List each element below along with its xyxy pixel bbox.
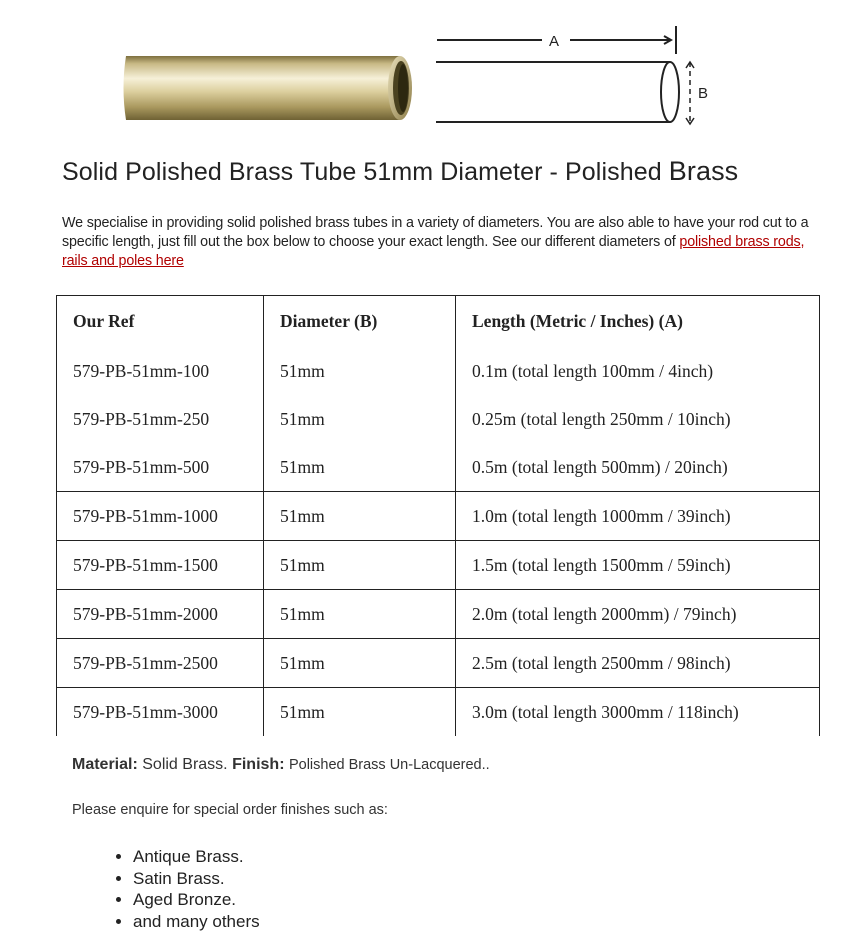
cell-diameter: 51mm [264,395,456,443]
spec-table [56,295,820,736]
cell-ref: 579-PB-51mm-2500 [57,639,264,688]
cell-ref: 579-PB-51mm-2000 [57,590,264,639]
list-item: • and many others [133,911,260,933]
table-header-row [57,296,820,348]
dimension-label-b: B [698,85,709,102]
cell-ref: 579-PB-51mm-100 [57,347,264,395]
product-title-end: Brass [668,156,739,186]
header-diameter: Diameter (B) [264,296,456,348]
cell-diameter: 51mm [264,347,456,395]
table-row [57,443,820,492]
cell-length: 1.0m (total length 1000mm / 39inch) [456,492,820,541]
header-length: Length (Metric / Inches) (A) [456,296,820,348]
product-title-main: Solid Polished Brass Tube 51mm Diameter - Polished [62,158,662,186]
cell-diameter: 51mm [264,443,456,492]
cell-ref: 579-PB-51mm-3000 [57,688,264,737]
cell-diameter: 51mm [264,492,456,541]
cell-length: 1.5m (total length 1500mm / 59inch) [456,541,820,590]
list-item: • Antique Brass. [133,846,260,868]
dimension-label-a: A [549,33,560,50]
list-item: • Aged Bronze. [133,889,260,911]
finish-label: Finish: [232,756,285,773]
cell-ref: 579-PB-51mm-250 [57,395,264,443]
finish-value: Polished Brass Un-Lacquered.. [288,757,490,773]
tube-dimension-diagram [430,22,730,132]
finishes-list [78,846,260,932]
cell-length: 0.25m (total length 250mm / 10inch) [456,395,820,443]
enquire-text: Please enquire for special order finishes such as: [72,802,388,818]
table-row [57,639,820,688]
material-value: Solid Brass. [142,756,228,773]
brass-tube-image [120,48,420,128]
cell-ref: 579-PB-51mm-500 [57,443,264,492]
header-our-ref: Our Ref [57,296,264,348]
cell-diameter: 51mm [264,688,456,737]
cell-diameter: 51mm [264,590,456,639]
cell-diameter: 51mm [264,541,456,590]
cell-ref: 579-PB-51mm-1500 [57,541,264,590]
material-label: Material: [72,756,138,773]
cell-length: 0.1m (total length 100mm / 4inch) [456,347,820,395]
product-title [62,156,738,187]
cell-length: 2.5m (total length 2500mm / 98inch) [456,639,820,688]
cell-ref: 579-PB-51mm-1000 [57,492,264,541]
intro-paragraph [62,214,832,271]
table-row [57,590,820,639]
table-row [57,688,820,737]
cell-length: 0.5m (total length 500mm) / 20inch) [456,443,820,492]
material-line [72,756,490,774]
cell-length: 2.0m (total length 2000mm) / 79inch) [456,590,820,639]
table-row [57,395,820,443]
cell-length: 3.0m (total length 3000mm / 118inch) [456,688,820,737]
cell-diameter: 51mm [264,639,456,688]
table-row [57,492,820,541]
brass-rods-link[interactable]: polished brass rods, rails and poles here [62,234,805,269]
list-item: • Satin Brass. [133,868,260,890]
table-row [57,541,820,590]
table-row [57,347,820,395]
intro-text: We specialise in providing solid polished brass tubes in a variety of diameters. You are also able to have your rod cut to a specific length, just fill out the box below to choose your exact length. See our different diameters of [62,215,809,250]
